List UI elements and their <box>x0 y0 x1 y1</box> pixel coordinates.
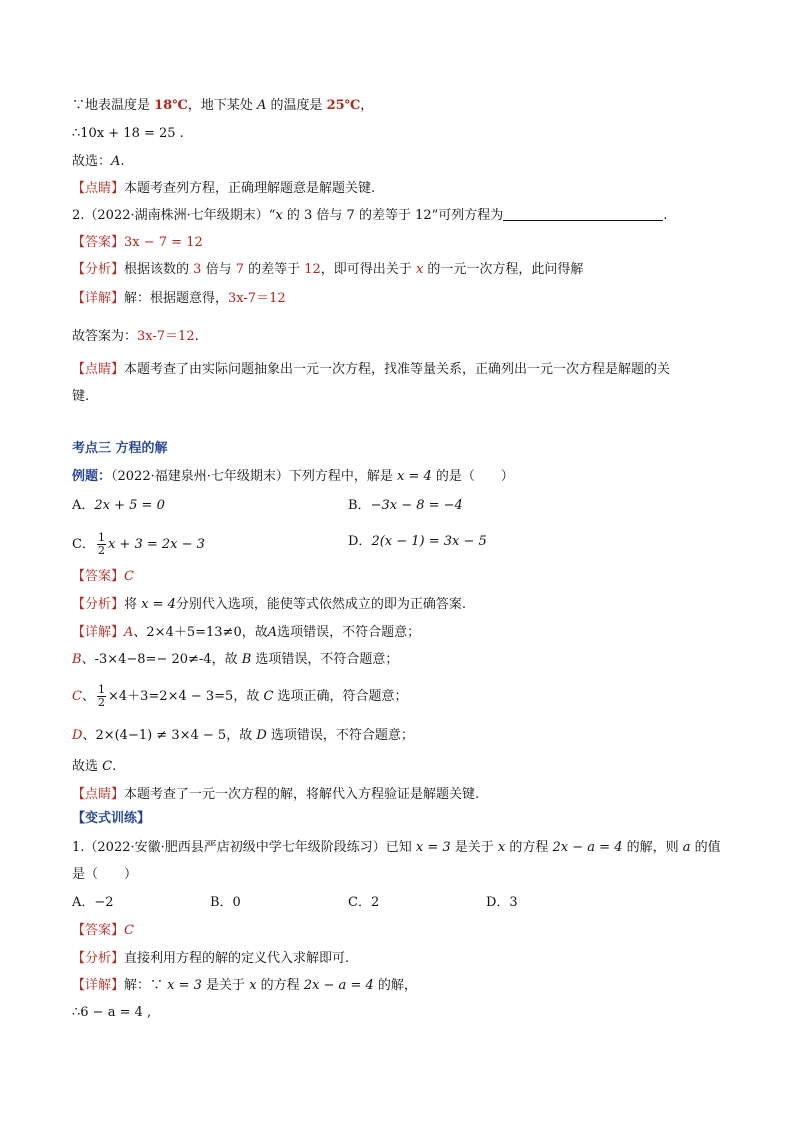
detail-2: 【详解】解：根据题意得，3x-7＝12 <box>72 291 286 306</box>
q1-option-c: C．2 <box>348 895 380 910</box>
analysis-2: 【分析】根据该数的 3 倍与 7 的差等于 12，即可得出关于 x 的一元一次方程，此问得解 <box>72 262 584 277</box>
fraction: $\frac{1}{2}$ <box>97 683 105 709</box>
option-a: A．2x + 5 = 0 <box>72 498 165 513</box>
comment-example: 【点睛】本题考查了一元一次方程的解，将解代入方程验证是解题关键. <box>72 787 480 802</box>
fraction: $\frac{1}{2}$ <box>97 531 105 557</box>
comment-tag: 【点睛】 <box>72 181 125 196</box>
comment-2: 【点睛】本题考查了由实际问题抽象出一元一次方程，找准等量关系，正确列出一元一次方程是解题的关 <box>72 362 671 377</box>
choose-example: 故选 C. <box>72 759 117 774</box>
comment-2-cont: 键. <box>72 389 90 404</box>
q1-option-a: A．−2 <box>72 895 114 910</box>
example-question: 例题：（2022·福建泉州·七年级期末）下列方程中，解是 x = 4 的是（ ） <box>72 469 514 484</box>
answer-q1: 【答案】C <box>72 923 134 938</box>
detail-example-d: D、2×(4−1) ≠ 3×4 − 5，故 D 选项错误，不符合题意； <box>72 728 414 743</box>
answer-example: 【答案】C <box>72 569 134 584</box>
line-temperature: ∵地表温度是 18℃，地下某处 A 的温度是 25℃， <box>72 98 374 113</box>
variant-training-title: 【变式训练】 <box>72 811 151 826</box>
detail-example-a: 【详解】A、2×4＋5=13≠0，故A选项错误，不符合题意； <box>72 625 421 640</box>
analysis-example: 【分析】将 x = 4分别代入选项，能使等式依然成立的即为正确答案. <box>72 597 467 612</box>
final-answer-2: 故答案为：3x-7＝12. <box>72 329 199 344</box>
analysis-q1: 【分析】直接利用方程的解的定义代入求解即可. <box>72 951 350 966</box>
option-d: D．2(x − 1) = 3x − 5 <box>348 534 487 549</box>
answer-2: 【答案】3x − 7 = 12 <box>72 235 203 250</box>
line-equation: ∴10x + 18 = 25 . <box>72 126 184 141</box>
line-comment-1: 【点睛】本题考查列方程，正确理解题意是解题关键. <box>72 181 376 196</box>
answer-blank <box>503 207 663 221</box>
detail-example-b: B、-3×4−8=− 20≠-4，故 B 选项错误，不符合题意； <box>72 652 399 667</box>
q1-option-d: D．3 <box>486 895 518 910</box>
question-1-cont: 是（ ） <box>72 867 138 882</box>
line-last: ∴6 − a = 4 , <box>72 1005 152 1020</box>
section-title: 考点三 方程的解 <box>72 441 168 456</box>
question-2: 2.（2022·湖南株洲·七年级期末）“x 的 3 倍与 7 的差等于 12”可列方程为 . <box>72 208 668 223</box>
option-b: B．−3x − 8 = −4 <box>348 498 463 513</box>
q1-option-b: B．0 <box>210 895 241 910</box>
option-c: C． $\frac{1}{2}$ x + 3 = 2x − 3 <box>72 531 205 557</box>
question-1: 1.（2022·安徽·肥西县严店初级中学七年级阶段练习）已知 x = 3 是关于 x 的方程 2x − a = 4 的解，则 a 的值 <box>72 840 721 855</box>
detail-q1: 【详解】解：∵ x = 3 是关于 x 的方程 2x − a = 4 的解， <box>72 978 417 993</box>
line-choose-a: 故选：A. <box>72 154 125 169</box>
detail-example-c: C、 $\frac{1}{2}$ ×4＋3=2×4 − 3=5，故 C 选项正确，符合题意； <box>72 683 408 709</box>
